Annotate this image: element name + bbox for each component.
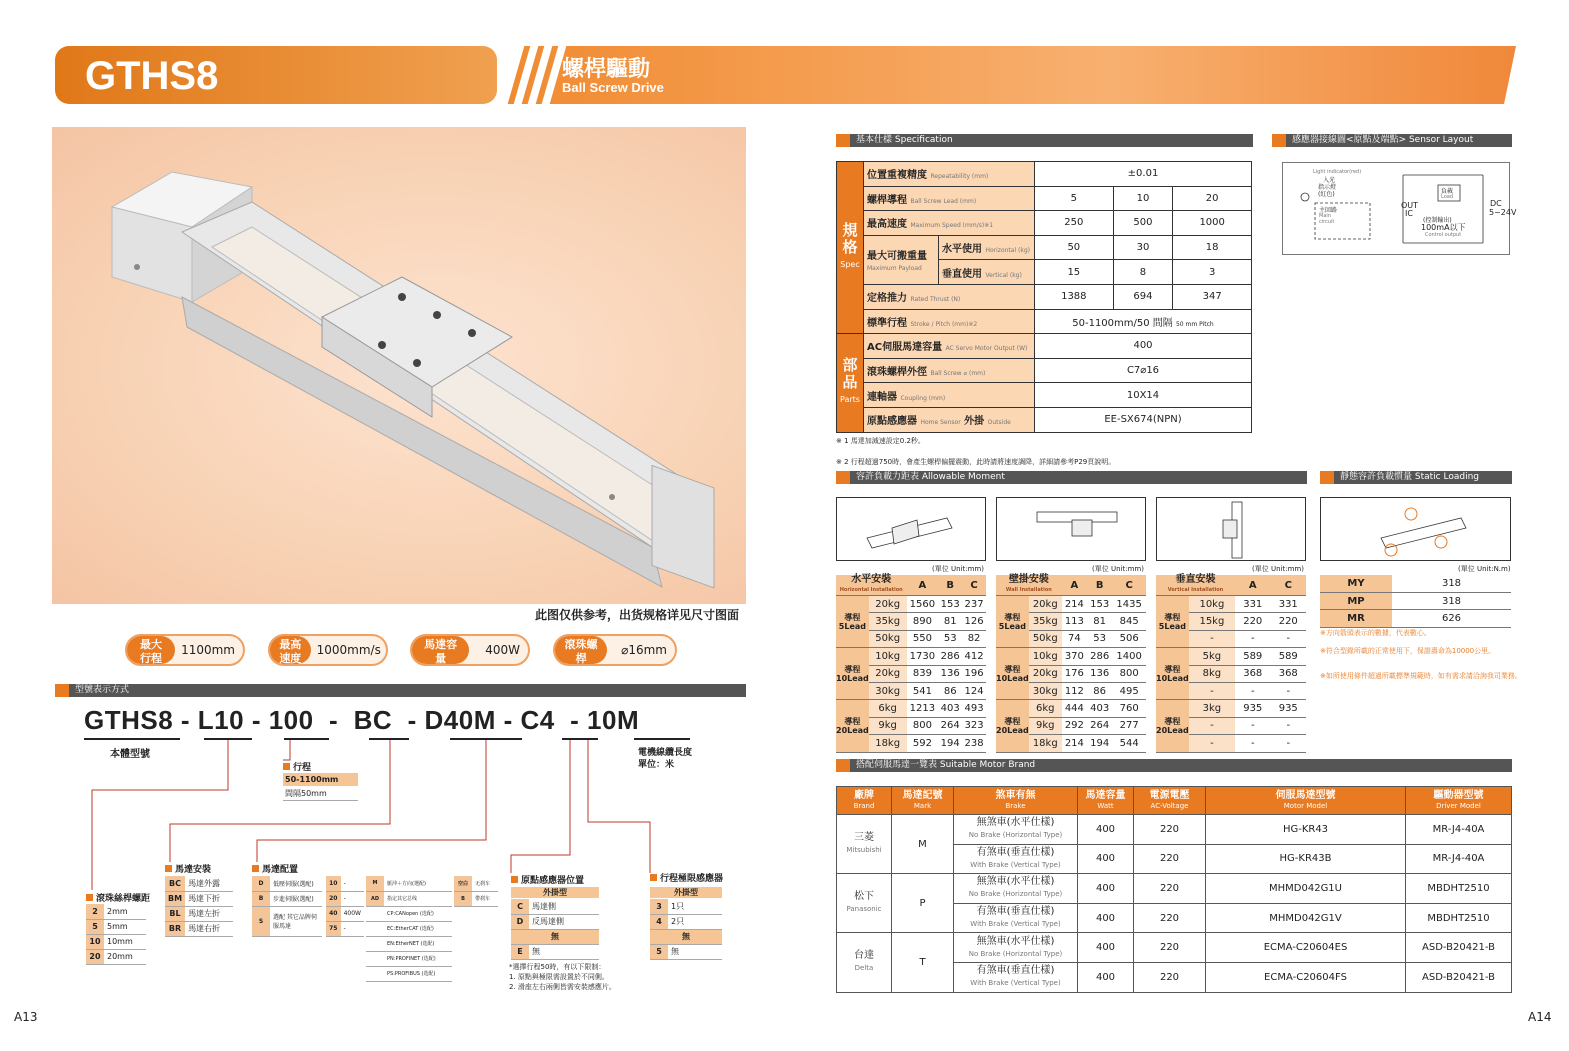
page-number-right: A14 [1528,1010,1552,1024]
banner-title-en: Ball Screw Drive [562,80,664,95]
moment-unit-v: (單位 Unit:mm) [1252,565,1304,573]
ordering-notes: *選擇行程50時，有以下限制： 1. 原點與極限需設置於不同側。 2. 滑座左右兩側皆需安裝感應片。 [509,963,616,991]
spec-note-1: ※ 1 馬達加減速設定0.2秒。 [836,437,925,445]
ordering-section-bar: 型號表示方式 [55,684,746,697]
vertical-diagram [1156,497,1306,561]
limit-sensor-table: 3 1只 4 2只 無 5 無 [650,899,722,960]
sensor-section-bar: 感應器接線圖<原點及端點> Sensor Layout [1272,134,1512,147]
badge-ball-screw: 滾珠螺桿 Ball Screw ⌀16mm [553,634,677,666]
page-number-left: A13 [14,1010,38,1024]
photo-caption: 此图仅供参考，出货规格详见尺寸图面 [535,608,740,622]
moment-unit-h: (單位 Unit:mm) [932,565,984,573]
limit-sensor-title: 行程極限感應器 [650,871,723,884]
motor-brand-table: 廠牌 Brand 馬達記號 Mark 煞車有無 Brake 馬達容量 Watt 電源電壓 AC-Voltage 伺服馬達型號 Motor Model 驅動器型號 Driver Model 三菱 Mitsubishi M 無煞車(水平仕樣) No Brake (Horizontal Type) 400 220 HG-KR43 MR-J4-40A 有煞車(垂直仕樣) With Brake (Vertical Type) 400 220 HG-KR43B MR-J4-40A 松下 Panasonic P 無煞車(水平仕樣) No Brake (Horizontal Type) 400 220 MHMD042G1U MBDHT2510 有煞車(垂直仕樣) With Brake (Vertical Type) 400 220 MHMD042G1V MBDHT2510 台達 Delta T 無煞車(水平仕樣) No Brake (Horizontal Type) 400 220 ECMA-C20604ES ASD-B20421-B 有煞車(垂直仕樣) With Brake (Vertical Type) 400 220 ECMA-C20604FS ASD-B20421-B [836,786,1512,993]
static-moment-table: MY 318 MP 318 MR 626 [1320,575,1511,628]
body-model-label: 本體型號 [110,749,150,760]
model-title: GTHS8 [55,46,497,104]
badge-motor-output: 馬達容量 Motor Output 400W [410,634,530,666]
stroke-title: 行程 [283,760,311,773]
static-note-2: ※符合型錄所載的正常使用下，保證壽命為10000公里。 [1320,647,1496,655]
badge-max-stroke: 最大行程 Maximum Stroke 1100mm [125,634,245,666]
mount-title: 馬達安裝 [165,862,211,875]
banner-title-cn: 螺桿驅動 [562,57,651,82]
vertical-moment-table: 垂直安裝 Vertical Installation A C 導程5Lead 10kg 331 331 15kg 220 220 - - - 導程10Lead 5kg 589 589 8kg 368 368 - - - 導程20Lead 3kg 935 935 - - - - - - [1156,575,1306,753]
static-unit: (單位 Unit:N.m) [1458,565,1511,573]
wall-diagram [996,497,1146,561]
wall-moment-table: 壁掛安裝 Wall Installation A B C 導程5Lead 20kg 214 153 1435 35kg 113 81 845 50kg 74 53 506 導程10Lead 10kg 370 286 1400 20kg 176 136 800 30kg 112 86 495 導程20Lead 6kg 444 403 760 9kg 292 264 277 18kg 214 194 544 [996,575,1146,753]
cable-length-label: 電機線纜長度 [638,748,693,758]
stroke-range: 50-1100mm [283,773,358,786]
lead-title: 滾珠絲桿螺距 [86,891,150,904]
static-moment-diagram [1320,497,1511,561]
lead-table: 2 2mm 5 5mm 10 10mm 20 20mm [86,904,146,965]
brake-table: 空白 无刹车 B 帶刹车 [454,876,498,907]
spec-section-bar: 基本仕樣 Specification [836,134,1253,147]
sensor-circuit-lines [1283,163,1511,256]
motor-brand-section-bar: 搭配伺服馬達一覽表 Suitable Motor Brand [836,759,1512,772]
moment-unit-w: (單位 Unit:mm) [1092,565,1144,573]
stroke-pitch: 間隔50mm [283,787,358,801]
mount-table: BC 馬達外露 BM 馬達下折 BL 馬達左折 BR 馬達右折 [165,876,233,937]
ordering-code: GTHS8 - L10 - 100 - BC - D40M - C4 - 10M [84,705,640,735]
static-note-3: ※如所使用條件超過所載標準規範時，如有需求請洽詢我司業務。 [1320,672,1522,680]
sensor-diagram: Light indicator(red) 入光 指示燈 (紅色) 主回路 Main circuit 負載 Load OUT IC (控制輸出) 100mA以下 Control output DC 5~24V [1282,162,1510,255]
motor-code-table: M 脈沖＋方向(選配) AD 指定其它总线 CP:CANopen (选配) EC:EtherCAT (选配) EN:EtherNET (选配) PN:PROFINET (选配) PS:PROFIBUS (选配) [366,876,452,982]
horizontal-moment-table: 水平安裝 Horizontal Installation A B C 導程5Lead 20kg 1560 153 237 35kg 890 81 126 50kg 550 53 82 導程10Lead 10kg 1730 286 412 20kg 839 136 196 30kg 541 86 124 導程20Lead 6kg 1213 403 493 9kg 800 264 323 18kg 592 194 238 [836,575,986,753]
home-sensor-table: C 馬達側 D 反馬達側 無 E 無 [511,899,599,960]
moment-section-bar: 容許負載力距表 Allowable Moment [836,471,1307,484]
badge-max-speed: 最高速度 Maximum Speed 1000mm/s [268,634,388,666]
home-sensor-sub: 外掛型 [511,887,599,898]
home-sensor-title: 原點感應器位置 [511,873,584,886]
static-note-1: ※方向箭頭表示的數據，代表數心。 [1320,629,1431,637]
motor-type-table: D 低壓伺服(選配) B 步進伺服(選配) S 選配 其它品牌伺服馬達 [252,876,322,937]
static-section-bar: 靜態容許負載慣量 Static Loading Moment [1320,471,1512,484]
horizontal-diagram [836,497,986,561]
motor-config-title: 馬達配置 [252,862,298,875]
spec-table: 規格 Spec 位置重複精度 Repeatability (mm) ±0.01 螺桿導程 Ball Screw Lead (mm) 5 10 20 最高速度 Maximum Speed (mm/s)※1 250 500 1000 最大可搬重量 Maximum Payload 水平使用 Horizontal (kg) 50 30 18 垂直使用 Vertical (kg) 15 8 3 定格推力 Rated Thrust (N) 1388 694 347 標準行程 Stroke / Pitch (mm)※2 50-1100mm/50 間隔 50 mm Pitch 部品 Parts AC伺服馬達容量 AC Servo Motor Output (W) 400 滾珠螺桿外徑 Ball Screw ⌀ (mm) C7⌀16 連軸器 Coupling (mm) 10X14 原點感應器 Home Sensor 外掛 Outside EE-SX674(NPN) [836,161,1252,433]
spec-note-2: ※ 2 行程超過750時，會產生螺桿偏擺震動，此時請將速度調降，詳細請參考P29頁說明。 [836,458,1116,466]
limit-sensor-sub: 外掛型 [650,887,722,898]
motor-watt-table: 10 - 20 - 40 400W 75 - [326,876,364,937]
cable-unit-label: 單位：米 [638,760,675,770]
